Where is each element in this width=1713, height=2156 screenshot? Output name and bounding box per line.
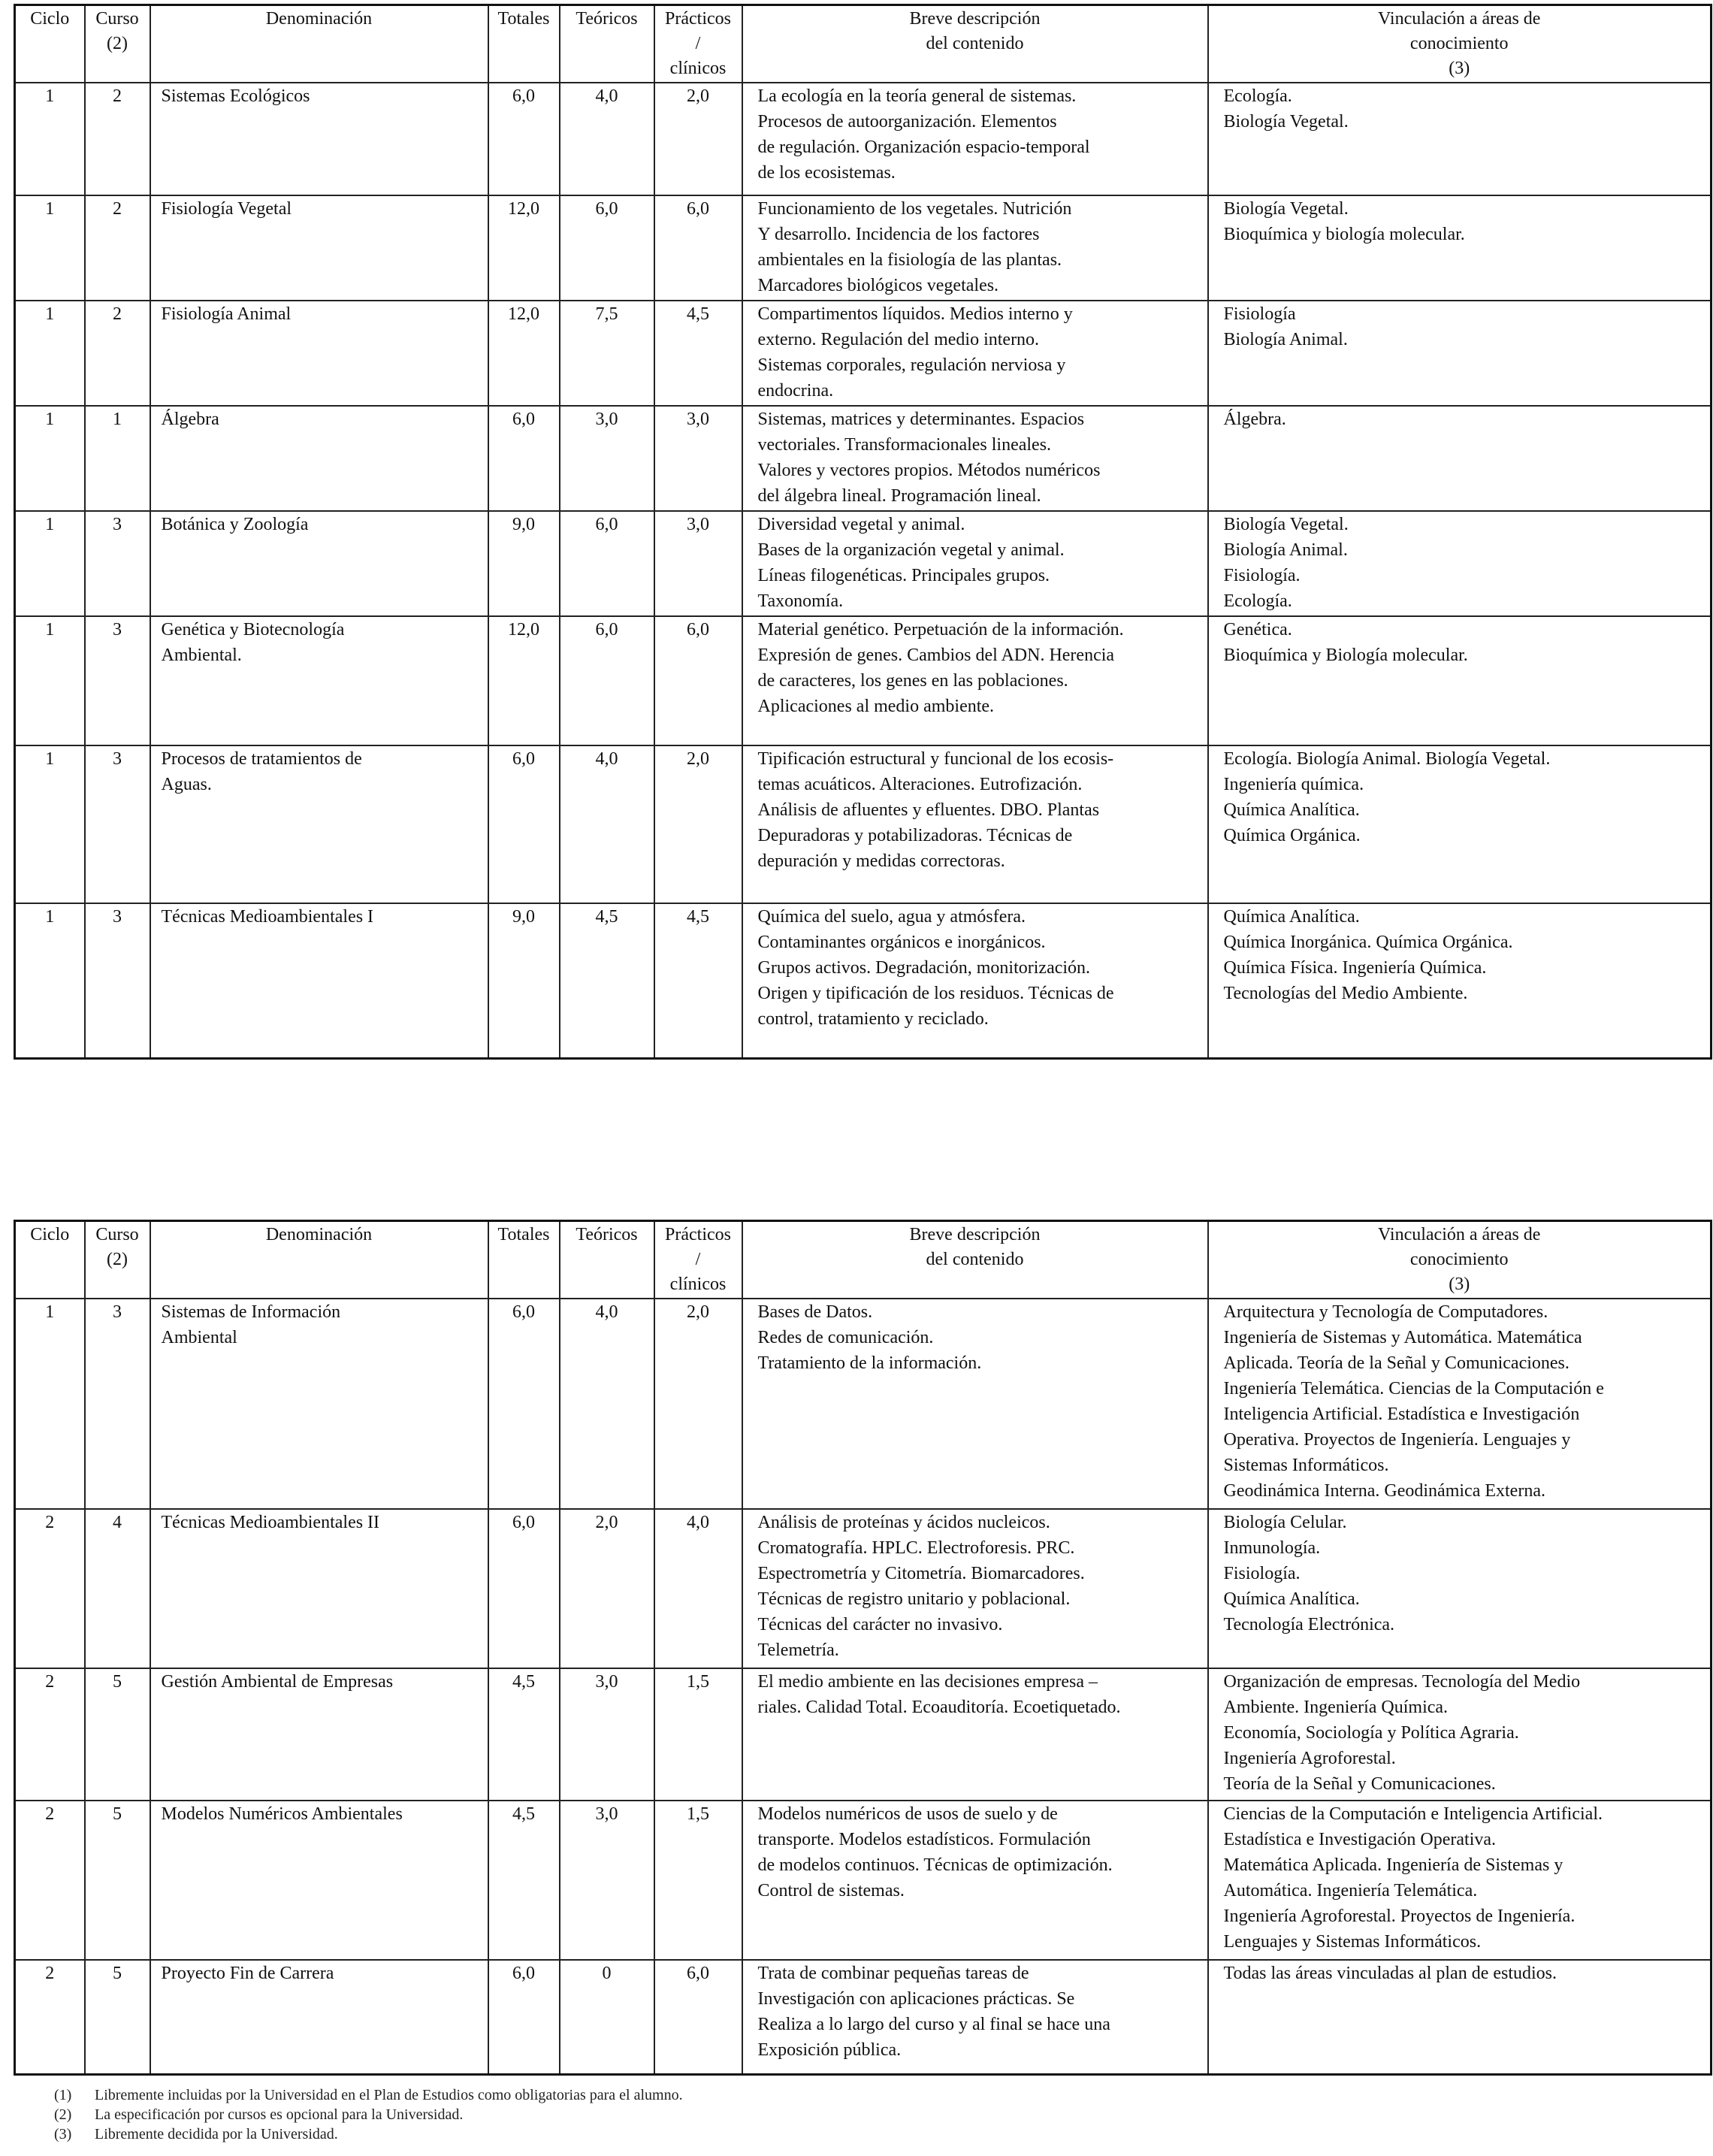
cell-line: Trata de combinar pequeñas tareas de (757, 1964, 1029, 1983)
cell-line: Cromatografía. HPLC. Electroforesis. PRC. (757, 1538, 1075, 1558)
cell-line: Química Analítica. (1223, 800, 1360, 820)
cell-teoricos: 4,5 (560, 903, 654, 1058)
column-header-teoricos: Teóricos (560, 1221, 654, 1299)
cell-line: Botánica y Zoología (161, 515, 309, 534)
cell-denominacion (150, 1299, 488, 1509)
cell-vinculacion (1208, 195, 1711, 301)
footnote (54, 2105, 683, 2124)
cell-line: Química Orgánica. (1223, 826, 1361, 845)
cell-descripcion (742, 1509, 1208, 1668)
cell-totales: 9,0 (488, 903, 560, 1058)
cell-line: Geodinámica Interna. Geodinámica Externa. (1223, 1481, 1545, 1501)
cell-line: Técnicas Medioambientales II (161, 1513, 380, 1532)
column-header-line: conocimiento (1409, 1250, 1509, 1269)
cell-denominacion (150, 301, 488, 406)
cell-vinculacion (1208, 903, 1711, 1058)
cell-curso: 5 (85, 1668, 150, 1801)
cell-line: Modelos numéricos de usos de suelo y de (757, 1804, 1058, 1824)
cell-line: Biología Vegetal. (1223, 199, 1349, 219)
cell-ciclo: 2 (15, 1960, 85, 2074)
footnote-text: Libremente decidida por la Universidad. (95, 2126, 338, 2142)
cell-line: Sistemas corporales, regulación nerviosa y (757, 355, 1066, 375)
cell-line: Espectrometría y Citometría. Biomarcadores. (757, 1564, 1085, 1583)
footnote-text: La especificación por cursos es opcional para la Universidad. (95, 2106, 464, 2123)
cell-totales: 4,5 (488, 1801, 560, 1960)
cell-line: Bioquímica y Biología molecular. (1223, 646, 1468, 665)
cell-line: Fisiología Animal (161, 304, 292, 324)
cell-line: Tecnología Electrónica. (1223, 1615, 1395, 1634)
cell-descripcion (742, 511, 1208, 616)
cell-totales: 4,5 (488, 1668, 560, 1801)
table-row (15, 1509, 1711, 1668)
cell-line: Tratamiento de la información. (757, 1353, 982, 1373)
cell-curso: 2 (85, 83, 150, 195)
cell-line: Exposición pública. (757, 2040, 902, 2060)
cell-ciclo: 1 (15, 83, 85, 195)
cell-line: Valores y vectores propios. Métodos numéricos (757, 461, 1101, 480)
cell-line: Fisiología. (1223, 1564, 1301, 1583)
cell-line: depuración y medidas correctoras. (757, 851, 1005, 871)
cell-line: Operativa. Proyectos de Ingeniería. Lenguajes y (1223, 1430, 1571, 1450)
cell-ciclo: 1 (15, 903, 85, 1058)
cell-line: temas acuáticos. Alteraciones. Eutrofización. (757, 775, 1083, 794)
cell-ciclo: 1 (15, 195, 85, 301)
cell-denominacion (150, 745, 488, 903)
cell-line: Proyecto Fin de Carrera (161, 1964, 334, 1983)
cell-vinculacion (1208, 1299, 1711, 1509)
column-header-line: Prácticos (665, 1225, 731, 1244)
cell-line: riales. Calidad Total. Ecoauditoría. Ecoetiquetado. (757, 1698, 1121, 1717)
cell-line: Inmunología. (1223, 1538, 1321, 1558)
cell-vinculacion (1208, 616, 1711, 745)
column-header-line: clínicos (669, 1275, 727, 1294)
cell-line: Ambiental (161, 1328, 237, 1347)
cell-totales: 6,0 (488, 83, 560, 195)
table-row (15, 1299, 1711, 1509)
cell-denominacion (150, 406, 488, 511)
column-header-descripcion (742, 1221, 1208, 1299)
cell-line: Automática. Ingeniería Telemática. (1223, 1881, 1478, 1900)
cell-line: Telemetría. (757, 1640, 839, 1660)
cell-totales: 6,0 (488, 1960, 560, 2074)
cell-line: Química Analítica. (1223, 907, 1360, 927)
cell-ciclo: 2 (15, 1668, 85, 1801)
cell-descripcion (742, 1801, 1208, 1960)
cell-line: Análisis de proteínas y ácidos nucleicos. (757, 1513, 1050, 1532)
column-header-line: del contenido (926, 1250, 1024, 1269)
cell-line: Compartimentos líquidos. Medios interno y (757, 304, 1073, 324)
cell-teoricos: 6,0 (560, 511, 654, 616)
column-header-curso (85, 5, 150, 83)
table-row (15, 903, 1711, 1058)
column-header-line: Breve descripción (909, 1225, 1041, 1244)
cell-line: Fisiología. (1223, 566, 1301, 585)
cell-line: Fisiología (1223, 304, 1296, 324)
table-header (15, 5, 1711, 83)
cell-curso: 5 (85, 1960, 150, 2074)
cell-line: de caracteres, los genes en las poblaciones. (757, 671, 1068, 691)
table-row (15, 406, 1711, 511)
cell-practicos: 6,0 (654, 616, 742, 745)
column-header-line: Vinculación a áreas de (1378, 1225, 1541, 1244)
cell-ciclo: 1 (15, 406, 85, 511)
cell-totales: 6,0 (488, 1299, 560, 1509)
column-header-line: Vinculación a áreas de (1378, 9, 1541, 29)
cell-line: Ingeniería Agroforestal. Proyectos de Ingeniería. (1223, 1907, 1576, 1926)
subjects-table-2 (14, 1220, 1712, 2076)
column-header-line: conocimiento (1409, 34, 1509, 53)
cell-vinculacion (1208, 1668, 1711, 1801)
cell-curso: 5 (85, 1801, 150, 1960)
cell-line: Química Inorgánica. Química Orgánica. (1223, 933, 1513, 952)
cell-line: Biología Animal. (1223, 330, 1348, 349)
cell-vinculacion (1208, 745, 1711, 903)
cell-practicos: 4,0 (654, 1509, 742, 1668)
cell-line: Origen y tipificación de los residuos. Técnicas de (757, 984, 1114, 1003)
cell-line: Organización de empresas. Tecnología del Medio (1223, 1672, 1581, 1692)
cell-line: del álgebra lineal. Programación lineal. (757, 486, 1041, 506)
cell-totales: 12,0 (488, 195, 560, 301)
cell-line: Bases de Datos. (757, 1302, 873, 1322)
cell-line: Ingeniería química. (1223, 775, 1364, 794)
cell-teoricos: 3,0 (560, 1668, 654, 1801)
cell-line: Genética. (1223, 620, 1292, 640)
cell-line: Aguas. (161, 775, 212, 794)
cell-line: Depuradoras y potabilizadoras. Técnicas de (757, 826, 1073, 845)
cell-line: Aplicaciones al medio ambiente. (757, 697, 995, 716)
cell-curso: 2 (85, 301, 150, 406)
column-header-line: Curso (95, 1225, 139, 1244)
cell-line: Investigación con aplicaciones prácticas. Se (757, 1989, 1075, 2009)
column-header-line: (2) (107, 34, 128, 53)
cell-line: de los ecosistemas. (757, 163, 896, 183)
column-header-totales: Totales (488, 5, 560, 83)
cell-teoricos: 0 (560, 1960, 654, 2074)
table-body (15, 1299, 1711, 2074)
cell-line: Técnicas del carácter no invasivo. (757, 1615, 1003, 1634)
cell-ciclo: 1 (15, 745, 85, 903)
column-header-curso (85, 1221, 150, 1299)
cell-teoricos: 3,0 (560, 406, 654, 511)
cell-line: Inteligencia Artificial. Estadística e Investigación (1223, 1405, 1580, 1424)
cell-vinculacion (1208, 1960, 1711, 2074)
cell-line: Álgebra (161, 410, 219, 429)
footnote-text: Libremente incluidas por la Universidad en el Plan de Estudios como obligatorias para el alumno. (95, 2087, 683, 2103)
cell-practicos: 4,5 (654, 301, 742, 406)
cell-denominacion (150, 1960, 488, 2074)
cell-line: Gestión Ambiental de Empresas (161, 1672, 394, 1692)
subjects-table-1 (14, 4, 1712, 1060)
column-header-practicos (654, 5, 742, 83)
cell-line: Sistemas Informáticos. (1223, 1456, 1389, 1475)
cell-line: Ecología. Biología Animal. Biología Vegetal. (1223, 749, 1551, 769)
column-header-line: / (695, 34, 701, 53)
cell-line: Diversidad vegetal y animal. (757, 515, 965, 534)
column-header-line: / (695, 1250, 701, 1269)
cell-line: Bioquímica y biología molecular. (1223, 225, 1465, 244)
cell-line: Técnicas de registro unitario y poblacional. (757, 1589, 1071, 1609)
cell-practicos: 2,0 (654, 745, 742, 903)
cell-line: endocrina. (757, 381, 834, 401)
cell-line: Arquitectura y Tecnología de Computadores. (1223, 1302, 1548, 1322)
cell-practicos: 3,0 (654, 406, 742, 511)
cell-line: Ingeniería Telemática. Ciencias de la Computación e (1223, 1379, 1604, 1399)
cell-denominacion (150, 1509, 488, 1668)
cell-teoricos: 3,0 (560, 1801, 654, 1960)
cell-line: Técnicas Medioambientales I (161, 907, 374, 927)
cell-line: Sistemas de Información (161, 1302, 341, 1322)
cell-curso: 3 (85, 903, 150, 1058)
table-row (15, 745, 1711, 903)
cell-denominacion (150, 1668, 488, 1801)
column-header-vinculacion (1208, 5, 1711, 83)
footnotes (54, 2085, 683, 2144)
header-row (15, 1221, 1711, 1299)
cell-practicos: 2,0 (654, 83, 742, 195)
table-row (15, 511, 1711, 616)
cell-descripcion (742, 1960, 1208, 2074)
column-header-denominacion: Denominación (150, 5, 488, 83)
cell-line: Sistemas Ecológicos (161, 86, 310, 106)
cell-ciclo: 2 (15, 1801, 85, 1960)
cell-line: vectoriales. Transformacionales lineales. (757, 435, 1052, 455)
table-row (15, 1668, 1711, 1801)
cell-line: Redes de comunicación. (757, 1328, 934, 1347)
cell-denominacion (150, 616, 488, 745)
cell-line: Bases de la organización vegetal y animal. (757, 540, 1065, 560)
cell-line: de modelos continuos. Técnicas de optimización. (757, 1855, 1113, 1875)
cell-line: Ambiental. (161, 646, 242, 665)
cell-line: Biología Celular. (1223, 1513, 1347, 1532)
cell-denominacion (150, 511, 488, 616)
cell-curso: 3 (85, 511, 150, 616)
footnote (54, 2085, 683, 2105)
cell-curso: 4 (85, 1509, 150, 1668)
cell-line: Química del suelo, agua y atmósfera. (757, 907, 1026, 927)
cell-practicos: 1,5 (654, 1801, 742, 1960)
cell-line: Ecología. (1223, 86, 1292, 106)
cell-teoricos: 2,0 (560, 1509, 654, 1668)
table-row (15, 1801, 1711, 1960)
column-header-line: (2) (107, 1250, 128, 1269)
cell-line: transporte. Modelos estadísticos. Formulación (757, 1830, 1091, 1849)
cell-line: El medio ambiente en las decisiones empresa – (757, 1672, 1098, 1692)
column-header-line: (3) (1449, 59, 1470, 78)
cell-line: Lenguajes y Sistemas Informáticos. (1223, 1932, 1482, 1952)
cell-line: Álgebra. (1223, 410, 1286, 429)
table-row (15, 301, 1711, 406)
cell-line: Genética y Biotecnología (161, 620, 345, 640)
cell-ciclo: 1 (15, 1299, 85, 1509)
cell-line: Ambiente. Ingeniería Química. (1223, 1698, 1449, 1717)
cell-ciclo: 1 (15, 511, 85, 616)
cell-ciclo: 1 (15, 616, 85, 745)
column-header-denominacion: Denominación (150, 1221, 488, 1299)
cell-teoricos: 6,0 (560, 195, 654, 301)
column-header-teoricos: Teóricos (560, 5, 654, 83)
cell-teoricos: 4,0 (560, 1299, 654, 1509)
cell-descripcion (742, 195, 1208, 301)
cell-descripcion (742, 1668, 1208, 1801)
column-header-practicos (654, 1221, 742, 1299)
table-row (15, 1960, 1711, 2074)
cell-practicos: 4,5 (654, 903, 742, 1058)
column-header-descripcion (742, 5, 1208, 83)
cell-line: Y desarrollo. Incidencia de los factores (757, 225, 1040, 244)
cell-descripcion (742, 83, 1208, 195)
cell-totales: 6,0 (488, 406, 560, 511)
cell-line: externo. Regulación del medio interno. (757, 330, 1040, 349)
cell-line: Análisis de afluentes y efluentes. DBO. Plantas (757, 800, 1100, 820)
cell-line: Aplicada. Teoría de la Señal y Comunicaciones. (1223, 1353, 1569, 1373)
cell-line: Procesos de autoorganización. Elementos (757, 112, 1057, 132)
cell-denominacion (150, 195, 488, 301)
cell-practicos: 6,0 (654, 195, 742, 301)
cell-vinculacion (1208, 1801, 1711, 1960)
cell-line: Taxonomía. (757, 591, 844, 611)
cell-line: Procesos de tratamientos de (161, 749, 362, 769)
cell-line: control, tratamiento y reciclado. (757, 1009, 989, 1029)
cell-line: Biología Vegetal. (1223, 112, 1349, 132)
cell-denominacion (150, 903, 488, 1058)
cell-line: Química Analítica. (1223, 1589, 1360, 1609)
cell-descripcion (742, 1299, 1208, 1509)
cell-vinculacion (1208, 301, 1711, 406)
cell-line: Modelos Numéricos Ambientales (161, 1804, 403, 1824)
cell-practicos: 3,0 (654, 511, 742, 616)
cell-totales: 9,0 (488, 511, 560, 616)
column-header-ciclo: Ciclo (15, 1221, 85, 1299)
cell-practicos: 6,0 (654, 1960, 742, 2074)
cell-line: Todas las áreas vinculadas al plan de estudios. (1223, 1964, 1557, 1983)
cell-vinculacion (1208, 406, 1711, 511)
cell-curso: 3 (85, 745, 150, 903)
cell-teoricos: 4,0 (560, 83, 654, 195)
cell-practicos: 1,5 (654, 1668, 742, 1801)
footnote-number: (1) (54, 2087, 72, 2103)
column-header-totales: Totales (488, 1221, 560, 1299)
cell-line: ambientales en la fisiología de las plantas. (757, 250, 1062, 270)
footnote-number: (2) (54, 2106, 72, 2123)
cell-line: Expresión de genes. Cambios del ADN. Herencia (757, 646, 1115, 665)
cell-line: Tecnologías del Medio Ambiente. (1223, 984, 1468, 1003)
column-header-line: Prácticos (665, 9, 731, 29)
cell-line: Química Física. Ingeniería Química. (1223, 958, 1487, 978)
cell-line: Fisiología Vegetal (161, 199, 292, 219)
cell-practicos: 2,0 (654, 1299, 742, 1509)
cell-teoricos: 6,0 (560, 616, 654, 745)
header-row (15, 5, 1711, 83)
table-row (15, 83, 1711, 195)
column-header-line: del contenido (926, 34, 1024, 53)
column-header-line: Curso (95, 9, 139, 29)
column-header-line: Breve descripción (909, 9, 1041, 29)
cell-line: Biología Vegetal. (1223, 515, 1349, 534)
cell-line: Sistemas, matrices y determinantes. Espacios (757, 410, 1085, 429)
cell-descripcion (742, 903, 1208, 1058)
cell-line: Ecología. (1223, 591, 1292, 611)
cell-line: Material genético. Perpetuación de la información. (757, 620, 1124, 640)
table-body (15, 83, 1711, 1058)
cell-descripcion (742, 616, 1208, 745)
cell-line: Contaminantes orgánicos e inorgánicos. (757, 933, 1046, 952)
cell-curso: 3 (85, 1299, 150, 1509)
cell-totales: 12,0 (488, 616, 560, 745)
cell-descripcion (742, 301, 1208, 406)
cell-line: Teoría de la Señal y Comunicaciones. (1223, 1774, 1496, 1794)
cell-denominacion (150, 83, 488, 195)
cell-line: Ingeniería de Sistemas y Automática. Matemática (1223, 1328, 1582, 1347)
cell-denominacion (150, 1801, 488, 1960)
cell-totales: 12,0 (488, 301, 560, 406)
column-header-line: (3) (1449, 1275, 1470, 1294)
column-header-line: clínicos (669, 59, 727, 78)
cell-line: de regulación. Organización espacio-temporal (757, 138, 1090, 157)
cell-teoricos: 7,5 (560, 301, 654, 406)
cell-descripcion (742, 406, 1208, 511)
column-header-ciclo: Ciclo (15, 5, 85, 83)
cell-line: Realiza a lo largo del curso y al final se hace una (757, 2015, 1110, 2034)
cell-line: La ecología en la teoría general de sistemas. (757, 86, 1077, 106)
table-row (15, 195, 1711, 301)
footnote (54, 2124, 683, 2144)
cell-line: Grupos activos. Degradación, monitorización. (757, 958, 1091, 978)
cell-vinculacion (1208, 83, 1711, 195)
table-header (15, 1221, 1711, 1299)
cell-curso: 3 (85, 616, 150, 745)
cell-line: Ciencias de la Computación e Inteligencia Artificial. (1223, 1804, 1603, 1824)
cell-line: Economía, Sociología y Política Agraria. (1223, 1723, 1519, 1743)
cell-ciclo: 1 (15, 301, 85, 406)
cell-line: Biología Animal. (1223, 540, 1348, 560)
cell-line: Ingeniería Agroforestal. (1223, 1749, 1396, 1768)
cell-descripcion (742, 745, 1208, 903)
column-header-vinculacion (1208, 1221, 1711, 1299)
cell-line: Funcionamiento de los vegetales. Nutrición (757, 199, 1072, 219)
cell-curso: 2 (85, 195, 150, 301)
cell-curso: 1 (85, 406, 150, 511)
footnote-number: (3) (54, 2126, 72, 2142)
cell-line: Marcadores biológicos vegetales. (757, 276, 999, 295)
cell-teoricos: 4,0 (560, 745, 654, 903)
cell-ciclo: 2 (15, 1509, 85, 1668)
cell-line: Matemática Aplicada. Ingeniería de Sistemas y (1223, 1855, 1563, 1875)
cell-line: Estadística e Investigación Operativa. (1223, 1830, 1497, 1849)
table-row (15, 616, 1711, 745)
cell-vinculacion (1208, 1509, 1711, 1668)
cell-totales: 6,0 (488, 1509, 560, 1668)
cell-line: Líneas filogenéticas. Principales grupos. (757, 566, 1050, 585)
cell-vinculacion (1208, 511, 1711, 616)
cell-totales: 6,0 (488, 745, 560, 903)
cell-line: Tipificación estructural y funcional de los ecosis- (757, 749, 1114, 769)
cell-line: Control de sistemas. (757, 1881, 905, 1900)
